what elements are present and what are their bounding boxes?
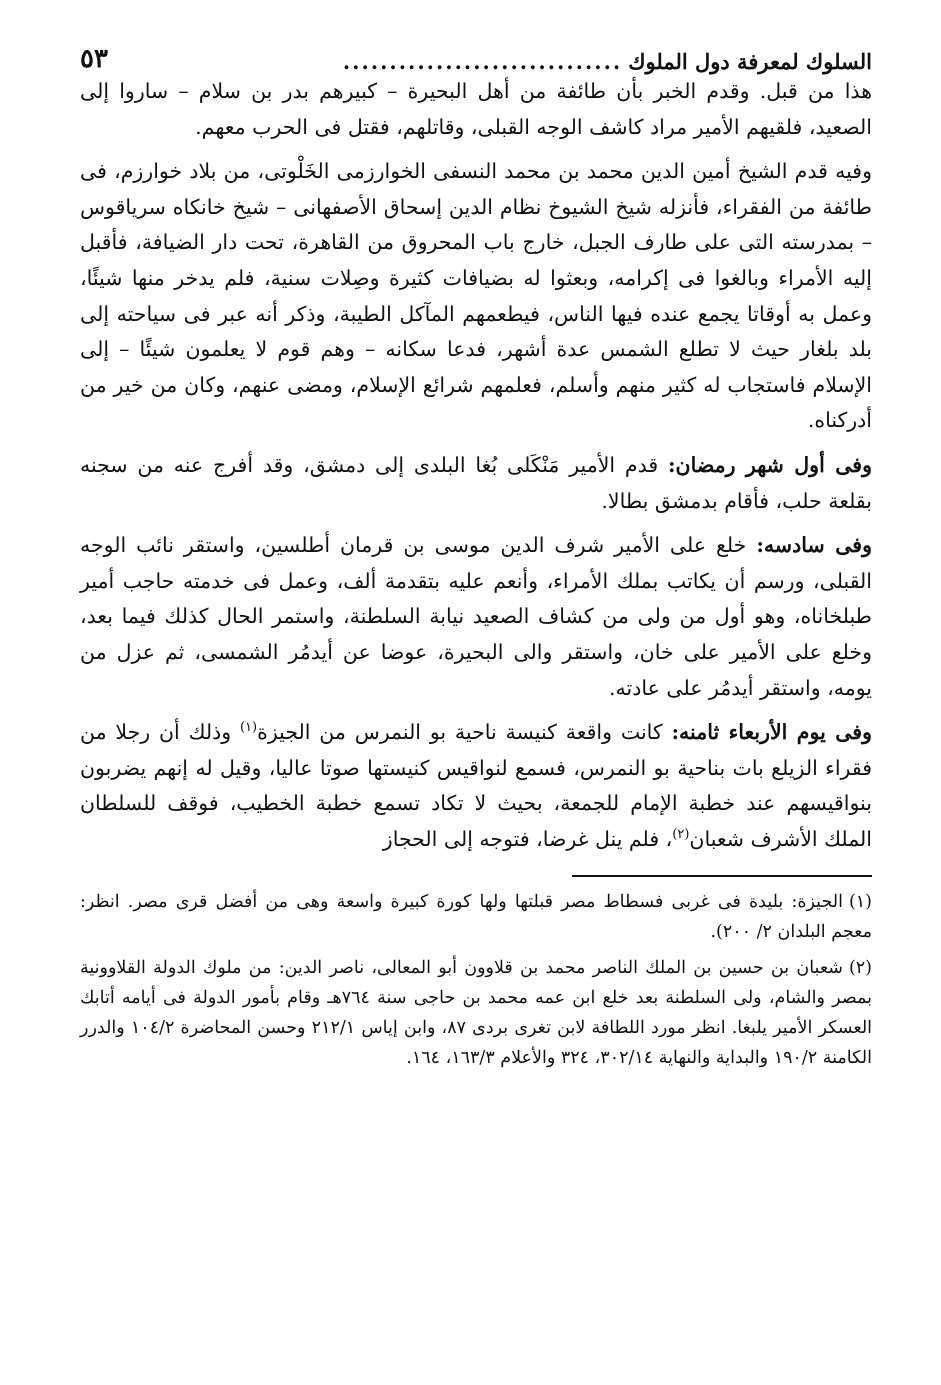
footnote-reference-1[interactable]: (١)	[239, 720, 258, 736]
paragraph-text: خلع على الأمير شرف الدين موسى بن قرمان أطلسين، واستقر نائب الوجه القبلى، ورسم أن يكاتب بملك الأمراء، وأنعم عليه بتقدمة ألف، وعمل فى خدمته حاجب أمير طبلخاناه، وهو أول من ولى من كشاف الصعيد نيابة السلطنة، واستمر الحال كذلك فيما بعد، وخلع على الأمير على خان، واستقر والى البحيرة، عوضا عن أيدمُر الشمسى، ثم عزل من يومه، واستقر أيدمُر على عادته.	[80, 533, 873, 700]
running-header	[80, 28, 872, 74]
footnotes	[80, 887, 872, 1073]
footnote-number: (٢)	[848, 958, 872, 979]
paragraph-lead: وفى يوم الأربعاء ثامنه:	[671, 720, 872, 745]
paragraph	[80, 74, 872, 145]
paragraph-lead: وفى سادسه:	[756, 533, 872, 558]
paragraph	[80, 528, 872, 706]
paragraph	[80, 154, 872, 439]
paragraph-text: وذلك أن رجلا من فقراء الزيلع بات بناحية بو النمرس، فسمع لنواقيس كنيستها صوتا عاليا، وقيل له إنهم يضربون بنواقيسهم عند خطبة الإمام للجمعة، بحيث لا تكاد تسمع خطبة الخطيب، فوقف للسلطان الملك الأشرف شعبان	[80, 720, 872, 851]
footnote-number: (١)	[848, 892, 872, 913]
paragraph-text: هذا من قبل. وقدم الخبر بأن طائفة من أهل البحيرة – كبيرهم بدر بن سلام – ساروا إلى الصعيد، فلقيهم الأمير مراد كاشف الوجه القبلى، وقاتلهم، فقتل فى الحرب معهم.	[80, 79, 872, 139]
paragraph-lead: وفى أول شهر رمضان:	[667, 452, 872, 477]
footnote-text: الجيزة: بليدة فى غربى فسطاط مصر قبلتها ولها كورة كبيرة واسعة وهى من أفضل قرى مصر. انظر: معجم البلدان ٢/ ٢٠٠).	[80, 892, 872, 943]
book-title: السلوك لمعرفة دول الملوك	[628, 49, 872, 74]
main-text	[80, 74, 872, 857]
footnote	[80, 953, 872, 1073]
footnote-divider	[572, 875, 872, 877]
paragraph	[80, 448, 872, 519]
page-number: ٥٣	[80, 44, 108, 74]
paragraph-text: قدم الأمير مَنْكَلى بُغا البلدى إلى دمشق، وقد أفرج عنه من سجنه بقلعة حلب، فأقام بدمشق بطالا.	[80, 452, 872, 513]
footnote	[80, 887, 872, 947]
paragraph-text: وفيه قدم الشيخ أمين الدين محمد بن محمد النسفى الخوارزمى الخَلْوتى، من بلاد خوارزم، فى طائفة من الفقراء، فأنزله شيخ الشيوخ نظام الدين إسحاق الأصفهانى – شيخ خانكاه سرياقوس – بمدرسته التى على طارف الجبل، خارج باب المحروق من القاهرة، تحت دار الضيافة، فأقبل إليه الأمراء وبالغوا فى إكرامه، وبعثوا له بضيافات كثيرة وصِلات سنية، فلم يدخر منها شيئًا، وعمل به أوقاتا يجمع عنده فيها الناس، فيطعمهم المآكل الطيبة، وذكر أنه عبر فى سياحته إلى بلد بلغار حيث لا تطلع الشمس عدة أشهر، فدعا سكانه – وهم قوم لا يعلمون شيئًا – إلى الإسلام فاستجاب له كثير منهم وأسلم، فعلمهم شرائع الإسلام، ومضى عنهم، وكان من خير من أدركناه.	[80, 159, 872, 433]
paragraph	[80, 715, 872, 857]
paragraph-text: كانت واقعة كنيسة ناحية بو النمرس من الجيزة	[257, 720, 672, 745]
paragraph-text: ، فلم ينل غرضا، فتوجه إلى الحجاز	[382, 826, 673, 851]
footnote-reference-2[interactable]: (٢)	[672, 827, 690, 843]
footnote-text: شعبان بن حسين بن الملك الناصر محمد بن قلاوون أبو المعالى، ناصر الدين: من ملوك الدولة القلاوونية بمصر والشام، ولى السلطنة بعد خلع ابن عمه محمد بن حاجى سنة ٧٦٤هـ وقام بأمور الدولة فى أيامه أتابك العسكر الأمير يلبغا. انظر مورد اللطافة لابن تغرى بردى ٨٧، وابن إياس ٢١٢/١ وحسن المحاضرة ١٠٤/٢ والدرر الكامنة ١٩٠/٢ والبداية والنهاية ٣٠٢/١٤، ٣٢٤ والأعلام ١٦٣/٣، ١٦٤.	[80, 958, 873, 1069]
book-page	[80, 28, 872, 1079]
header-leader-dots: ..............................	[342, 49, 623, 74]
